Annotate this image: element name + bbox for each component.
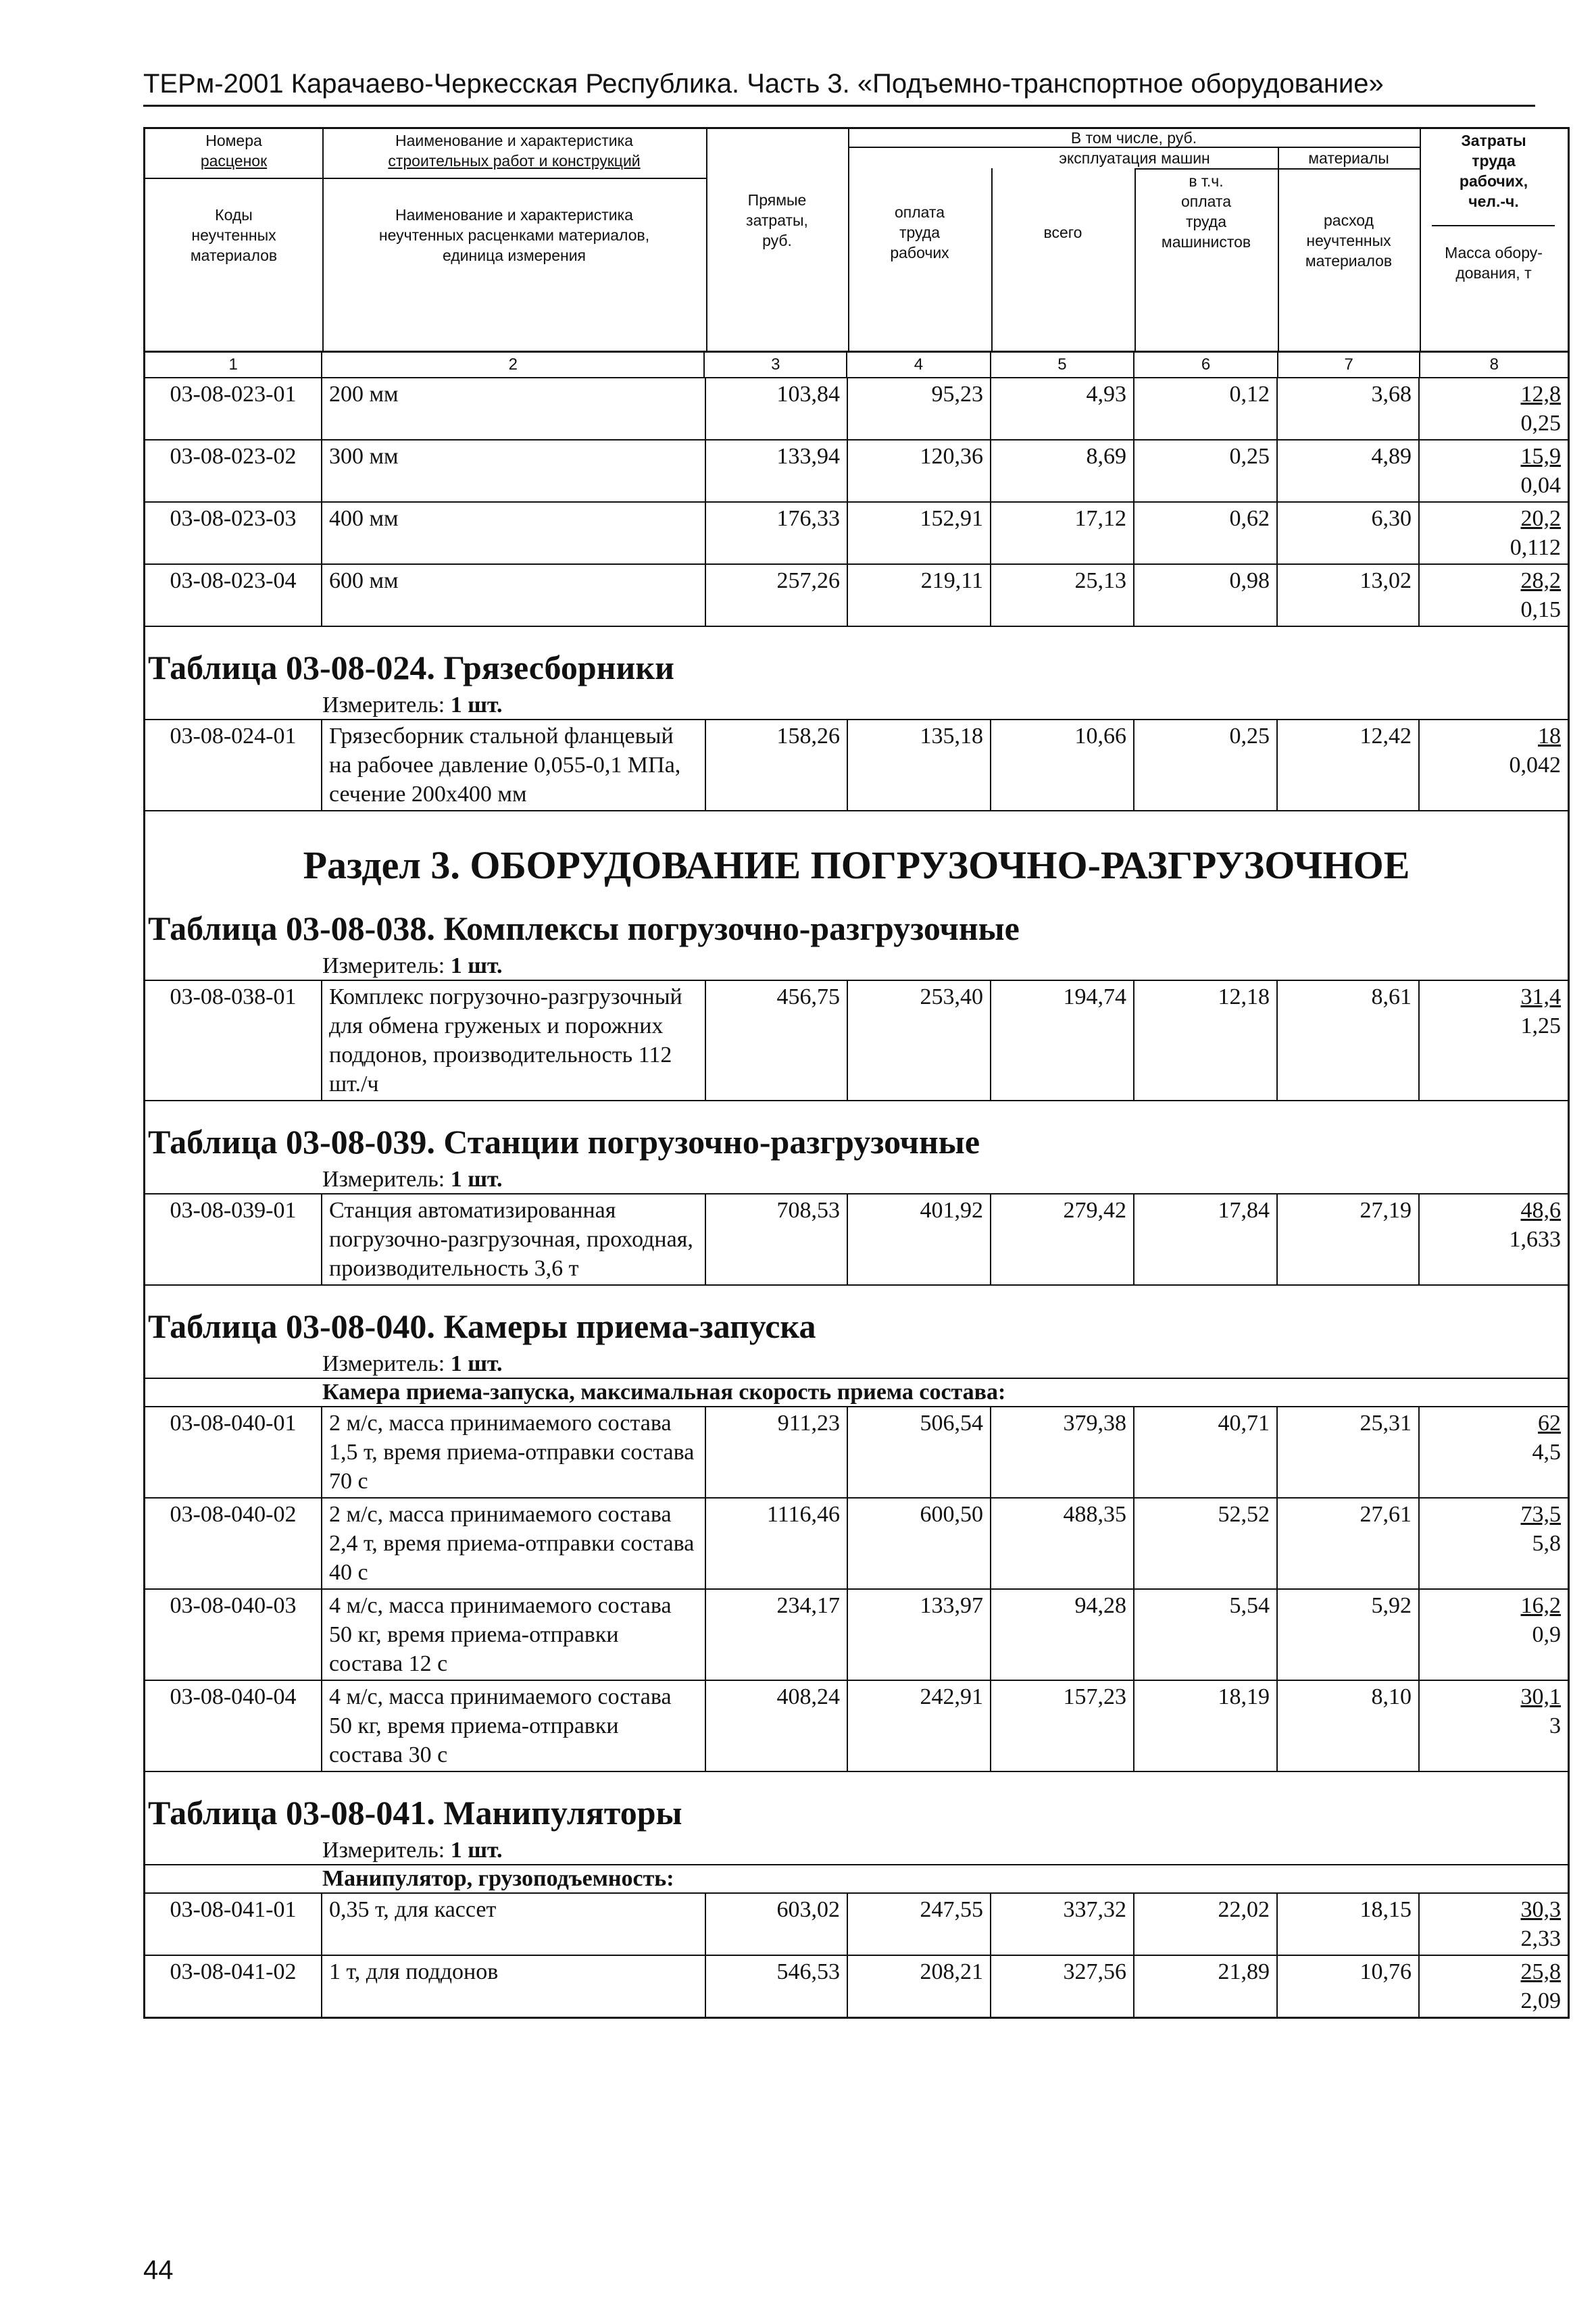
- rate-name: 4 м/с, масса принимаемого состава 50 кг, время приема-отправки состава 12 с: [322, 1590, 706, 1680]
- table-row: 03-08-023-01 200 мм 103,84 95,23 4,93 0,12 3,68 12,8 0,25: [145, 378, 1568, 441]
- rate-code: 03-08-040-03: [145, 1590, 322, 1680]
- table-row: 03-08-040-04 4 м/с, масса принимаемого состава 50 кг, время приема-отправки состава 30 с 408,24 242,91 157,23 18,19 8,10 30,1 3: [145, 1681, 1568, 1772]
- table-row: 03-08-024-01 Грязесборник стальной фланцевый на рабочее давление 0,055-0,1 МПа, сечение 200х400 мм 158,26 135,18 10,66 0,25 12,42 18 0,042: [145, 720, 1568, 811]
- table-row: 03-08-041-02 1 т, для поддонов 546,53 208,21 327,56 21,89 10,76 25,8 2,09: [145, 1956, 1568, 2017]
- table-row: 03-08-040-02 2 м/с, масса принимаемого состава 2,4 т, время приема-отправки состава 40 с 1116,46 600,50 488,35 52,52 27,61 73,5 5,8: [145, 1499, 1568, 1590]
- measure-unit: Измеритель: 1 шт.: [145, 953, 1568, 981]
- rate-name: 200 мм: [322, 378, 706, 439]
- table-row: 03-08-023-03 400 мм 176,33 152,91 17,12 0,62 6,30 20,2 0,112: [145, 503, 1568, 565]
- table-column-header: Номера расценок Коды неучтенных материалов Наименование и характеристика строительных работ и конструкций Наименование и характеристика неучтенных расценками материалов, единица измерения Прямые затраты, руб. В том числе, руб. эксплуатация машин материалы оплата труда рабочих всего в т.ч. оплата труда машинистов расход неучтенных материалов Затраты труда рабочих, чел.-ч. Масса обору- дования, т: [145, 127, 1568, 353]
- rate-name: 600 мм: [322, 565, 706, 626]
- rate-code: 03-08-023-01: [145, 378, 322, 439]
- rate-name: 2 м/с, масса принимаемого состава 2,4 т, время приема-отправки состава 40 с: [322, 1499, 706, 1588]
- rate-name: Грязесборник стальной фланцевый на рабочее давление 0,055-0,1 МПа, сечение 200х400 мм: [322, 720, 706, 810]
- rate-code: 03-08-040-01: [145, 1407, 322, 1497]
- rate-code: 03-08-023-03: [145, 503, 322, 563]
- table-title: Таблица 03-08-041. Манипуляторы: [148, 1794, 682, 1832]
- table-title: Таблица 03-08-039. Станции погрузочно-разгрузочные: [148, 1123, 980, 1161]
- rate-code: 03-08-038-01: [145, 981, 322, 1100]
- table-subheading: Манипулятор, грузоподъемность:: [145, 1864, 1568, 1894]
- rate-code: 03-08-041-01: [145, 1894, 322, 1955]
- rate-name: Станция автоматизированная погрузочно-разгрузочная, проходная, производительность 3,6 т: [322, 1194, 706, 1284]
- table-row: 03-08-039-01 Станция автоматизированная погрузочно-разгрузочная, проходная, производительность 3,6 т 708,53 401,92 279,42 17,84 27,19 48,6 1,633: [145, 1194, 1568, 1286]
- rate-code: 03-08-041-02: [145, 1956, 322, 2017]
- measure-unit: Измеритель: 1 шт.: [322, 1838, 503, 1863]
- table-title: Таблица 03-08-024. Грязесборники: [148, 649, 674, 686]
- page-number: 44: [143, 2255, 174, 2285]
- rate-table: [143, 127, 1570, 2019]
- rate-code: 03-08-039-01: [145, 1194, 322, 1284]
- table-row: 03-08-023-04 600 мм 257,26 219,11 25,13 0,98 13,02 28,2 0,15: [145, 565, 1568, 626]
- rate-code: 03-08-024-01: [145, 720, 322, 810]
- rate-name: 0,35 т, для кассет: [322, 1894, 706, 1955]
- table-title: Таблица 03-08-040. Камеры приема-запуска: [148, 1307, 816, 1345]
- table-row: 03-08-041-01 0,35 т, для кассет 603,02 247,55 337,32 22,02 18,15 30,3 2,33: [145, 1894, 1568, 1956]
- rate-name: 300 мм: [322, 441, 706, 501]
- rate-code: 03-08-023-02: [145, 441, 322, 501]
- table-title: Таблица 03-08-038. Комплексы погрузочно-разгрузочные: [148, 909, 1020, 947]
- table-row: 03-08-040-03 4 м/с, масса принимаемого состава 50 кг, время приема-отправки состава 12 с 234,17 133,97 94,28 5,54 5,92 16,2 0,9: [145, 1590, 1568, 1681]
- rate-name: 400 мм: [322, 503, 706, 563]
- rate-name: Комплекс погрузочно-разгрузочный для обмена груженых и порожних поддонов, производительность 112 шт./ч: [322, 981, 706, 1100]
- rate-code: 03-08-023-04: [145, 565, 322, 626]
- measure-unit: Измеритель: 1 шт.: [145, 1351, 1568, 1379]
- rate-name: 1 т, для поддонов: [322, 1956, 706, 2017]
- rate-name: 2 м/с, масса принимаемого состава 1,5 т, время приема-отправки состава 70 с: [322, 1407, 706, 1497]
- rate-code: 03-08-040-04: [145, 1681, 322, 1771]
- measure-unit: Измеритель: 1 шт.: [145, 692, 1568, 720]
- table-row: 03-08-038-01 Комплекс погрузочно-разгрузочный для обмена груженых и порожних поддонов, производительность 112 шт./ч 456,75 253,40 194,74 12,18 8,61 31,4 1,25: [145, 981, 1568, 1101]
- rate-name: 4 м/с, масса принимаемого состава 50 кг, время приема-отправки состава 30 с: [322, 1681, 706, 1771]
- table-row: 03-08-040-01 2 м/с, масса принимаемого состава 1,5 т, время приема-отправки состава 70 с 911,23 506,54 379,38 40,71 25,31 62 4,5: [145, 1407, 1568, 1499]
- section-title: Раздел 3. ОБОРУДОВАНИЕ ПОГРУЗОЧНО-РАЗГРУЗОЧНОЕ: [303, 843, 1410, 887]
- rate-code: 03-08-040-02: [145, 1499, 322, 1588]
- running-header: ТЕРм-2001 Карачаево-Черкесская Республика. Часть 3. «Подъемно-транспортное оборудование»: [143, 69, 1535, 107]
- column-numbers: 1 2 3 4 5 6 7 8: [145, 353, 1568, 378]
- table-subheading: Камера приема-запуска, максимальная скорость приема состава:: [145, 1379, 1568, 1407]
- measure-unit: Измеритель: 1 шт.: [145, 1166, 1568, 1194]
- table-row: 03-08-023-02 300 мм 133,94 120,36 8,69 0,25 4,89 15,9 0,04: [145, 441, 1568, 503]
